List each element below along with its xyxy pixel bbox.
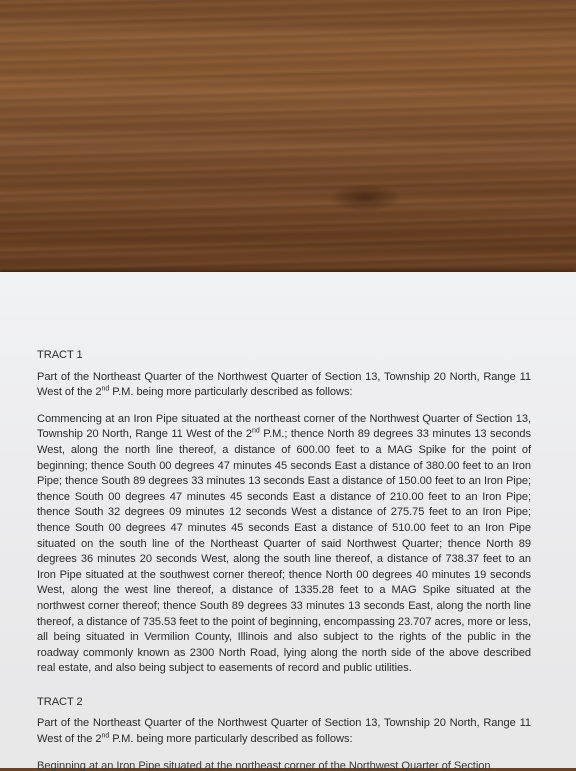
- wood-knot: [330, 185, 400, 211]
- legal-description: [37, 348, 531, 771]
- tract-1-intro: Part of the Northeast Quarter of the Northwest Quarter of Section 13, Township 20 North, Range 11 West of the 2nd P.M. being more particularly described as follows:: [37, 370, 531, 399]
- tract-2-description-cutoff: Beginning at an Iron Pipe situated at the northeast corner of the Northwest Quarter of Section: [37, 759, 491, 771]
- tract-1-heading: TRACT 1: [37, 349, 83, 361]
- wooden-table-surface: [0, 0, 576, 280]
- tract-2-heading: TRACT 2: [37, 695, 83, 708]
- document-page: [0, 272, 576, 771]
- tract-2-intro: Part of the Northeast Quarter of the Northwest Quarter of Section 13, Township 20 North, Range 11 West of the 2nd P.M. being more particularly described as follows:: [37, 717, 531, 746]
- tract-1-description: Commencing at an Iron Pipe situated at the northeast corner of the Northwest Quarter of Section 13, Township 20 North, Range 11 West of the 2nd P.M.; thence North 89 degrees 33 minutes 13 seconds West, along the north line thereof, a distance of 600.00 feet to a MAG Spike for the point of beginning; thence South 00 degrees 47 minutes 45 seconds East a distance of 380.00 feet to an Iron Pipe; thence South 89 degrees 33 minutes 13 seconds East a distance of 150.00 feet to an Iron Pipe; thence South 00 degrees 47 minutes 45 seconds East a distance of 210.00 feet to an Iron Pipe; thence South 32 degrees 09 minutes 12 seconds West a distance of 275.75 feet to an Iron Pipe; thence South 00 degrees 47 minutes 45 seconds East a distance of 510.00 feet to an Iron Pipe situated on the south line of the Northeast Quarter of said Northwest Quarter; thence North 89 degrees 36 minutes 20 seconds West, along the south line thereof, a distance of 738.37 feet to an Iron Pipe situated at the southwest corner thereof; thence North 00 degrees 40 minutes 19 seconds West, along the west line thereof, a distance of 1335.28 feet to a MAG Spike situated at the northwest corner thereof; thence South 89 degrees 33 minutes 13 seconds East, along the north line thereof, a distance of 735.53 feet to the point of beginning, encompassing 23.707 acres, more or less, all being situated in Vermilion County, Illinois and also subject to the rights of the public in the roadway commonly known as 2300 North Road, lying along the north side of the above described real estate, and also being subject to easements of record and public utilities.: [37, 412, 531, 675]
